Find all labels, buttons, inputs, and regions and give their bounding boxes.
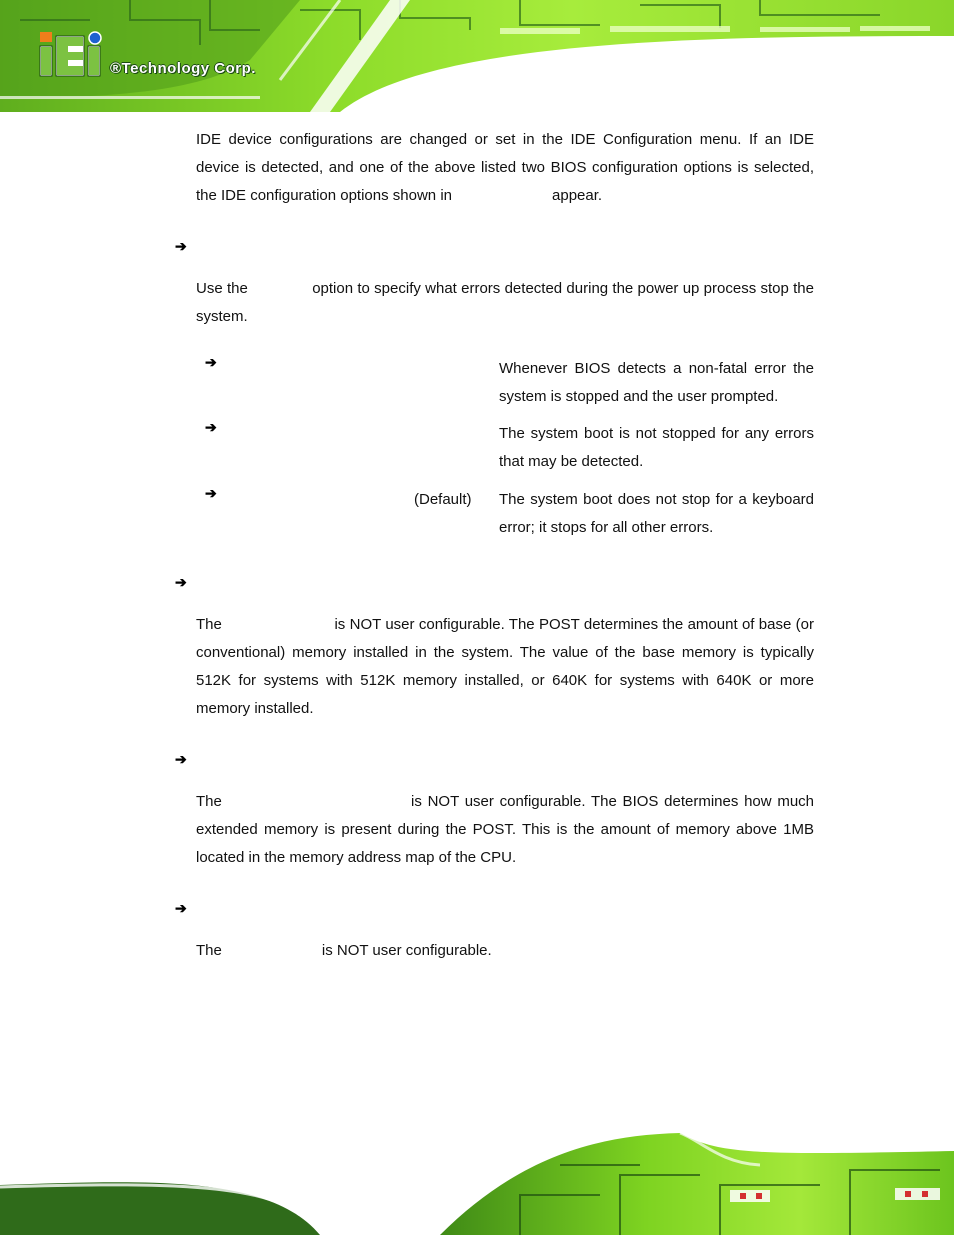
iei-logo bbox=[38, 28, 108, 80]
arrow-bullet-icon: ➔ bbox=[175, 574, 187, 590]
extended-memory-paragraph: The is NOT user configurable. The BIOS determines how much extended memory is present during the POST. This is the amount of memory above 1MB located in the memory address map of the CPU. bbox=[196, 793, 819, 866]
base-memory-paragraph: The is NOT user configurable. The POST determines the amount of base (or conventional) memory installed in the system. The value of the base memory is typically 512K for systems with 512K memory installed, or 640K for systems with 640K or more memory installed. bbox=[196, 616, 819, 717]
arrow-bullet-icon: ➔ bbox=[175, 900, 187, 916]
header-banner bbox=[0, 0, 954, 112]
option-description: The system boot does not stop for a keyboard error; it stops for all other errors. bbox=[499, 491, 814, 536]
circuit-board-footer-graphic bbox=[0, 1125, 954, 1235]
circuit-board-header-graphic bbox=[0, 0, 954, 112]
option-description: The system boot is not stopped for any errors that may be detected. bbox=[499, 425, 814, 470]
option-arrow-icon: ➔ bbox=[205, 419, 217, 435]
arrow-bullet-icon: ➔ bbox=[175, 238, 187, 254]
intro-paragraph: IDE device configurations are changed or set in the IDE Configuration menu. If an IDE device is detected, and one of the above listed two BIOS configuration options is selected, the IDE configuration options shown in appear. bbox=[196, 131, 819, 204]
option-arrow-icon: ➔ bbox=[205, 354, 217, 370]
option-description: Whenever BIOS detects a non-fatal error the system is stopped and the user prompted. bbox=[499, 360, 814, 405]
option-arrow-icon: ➔ bbox=[205, 485, 217, 501]
footer-banner bbox=[0, 1125, 954, 1235]
total-memory-paragraph: The is NOT user configurable. bbox=[196, 942, 492, 959]
arrow-bullet-icon: ➔ bbox=[175, 751, 187, 767]
default-tag: (Default) bbox=[414, 491, 472, 508]
brand-name: ®Technology Corp. bbox=[110, 60, 256, 77]
halt-on-paragraph: Use the option to specify what errors detected during the power up process stop the system. bbox=[196, 280, 819, 325]
